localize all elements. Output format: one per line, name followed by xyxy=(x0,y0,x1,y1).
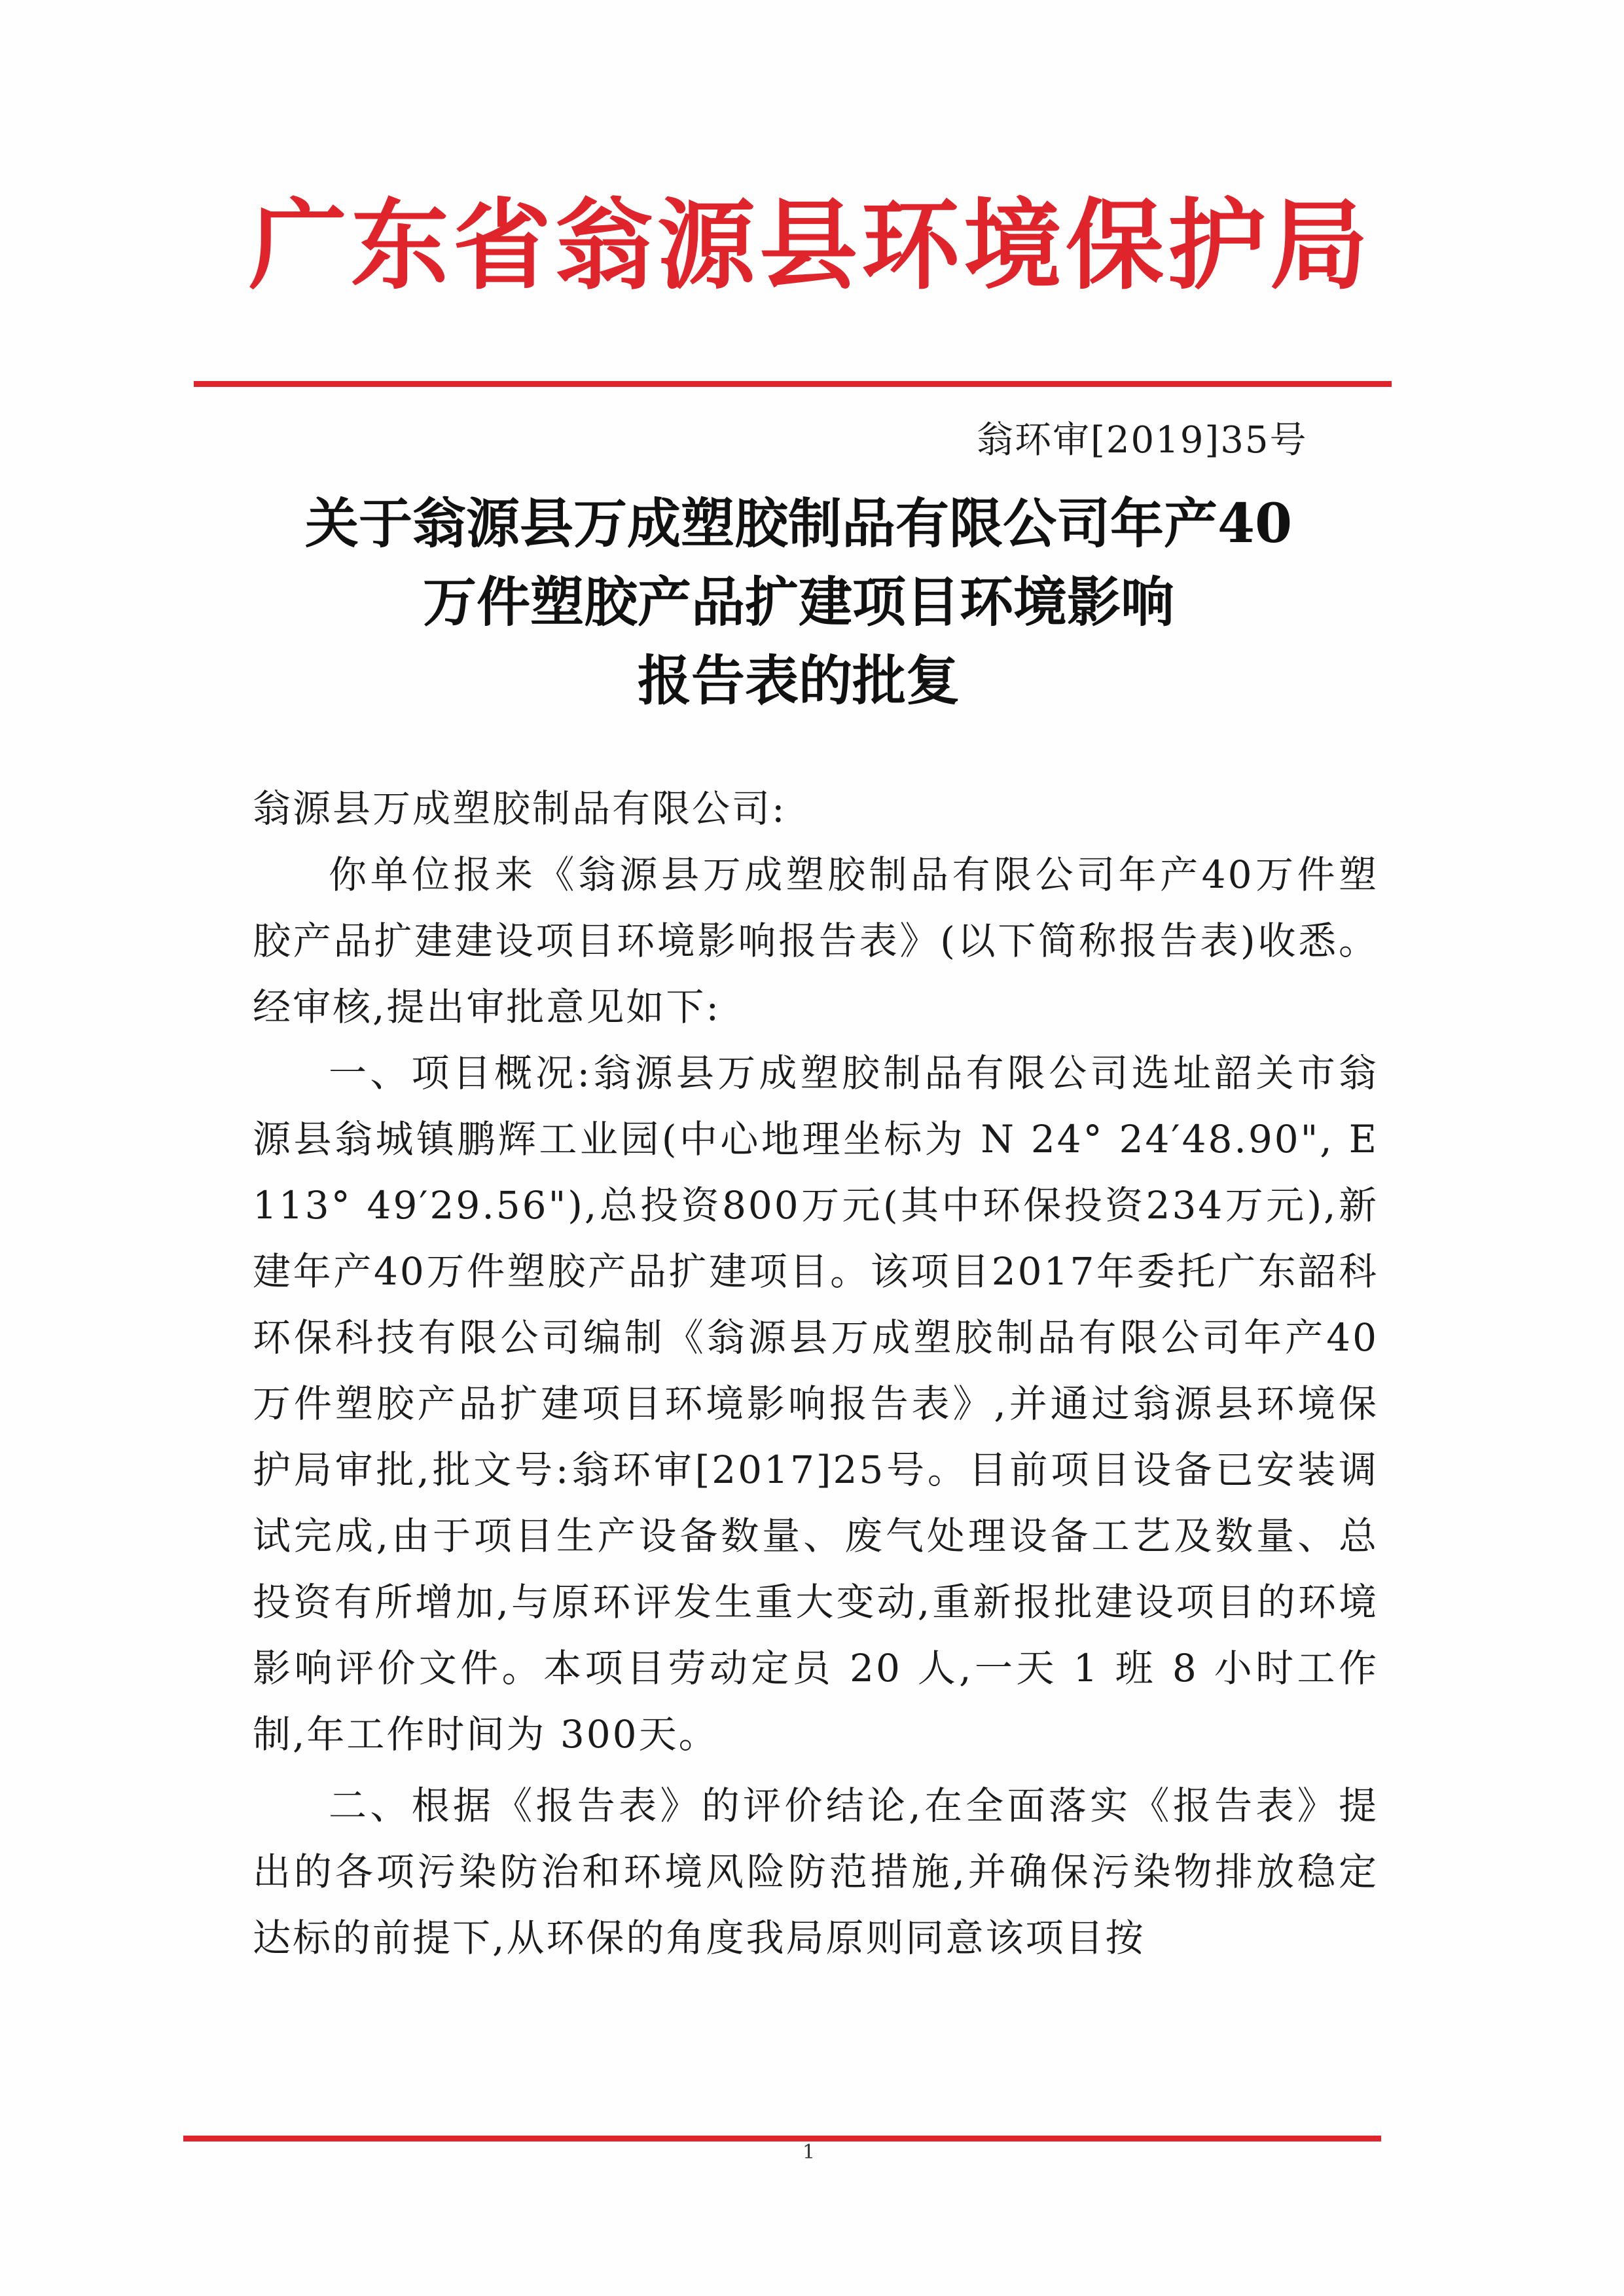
intro-paragraph: 你单位报来《翁源县万成塑胶制品有限公司年产40万件塑胶产品扩建建设项目环境影响报告表》(以下简称报告表)收悉。经审核,提出审批意见如下: xyxy=(253,852,1379,1029)
salutation: 翁源县万成塑胶制品有限公司: xyxy=(253,786,787,831)
document-body xyxy=(253,776,1379,1971)
header-red-divider xyxy=(194,381,1392,387)
title-line-2: 万件塑胶产品扩建项目环境影响 xyxy=(422,571,1174,634)
project-overview-paragraph: 一、项目概况:翁源县万成塑胶制品有限公司选址韶关市翁源县翁城镇鹏辉工业园(中心地理坐标为 N 24° 24′48.90", E 113° 49′29.56"),总投资800万元(其中环保投资234万元),新建年产40万件塑胶产品扩建项目。该项目2017年委托广东韶科环保科技有限公司编制《翁源县万成塑胶制品有限公司年产40万件塑胶产品扩建项目环境影响报告表》,并通过翁源县环境保护局审批,批文号:翁环审[2017]25号。目前项目设备已安装调试完成,由于项目生产设备数量、废气处理设备工艺及数量、总投资有所增加,与原环评发生重大变动,重新报批建设项目的环境影响评价文件。本项目劳动定员 20 人,一天 1 班 8 小时工作制,年工作时间为 300天。 xyxy=(253,1051,1379,1757)
title-line-3: 报告表的批复 xyxy=(637,649,960,712)
document-number: 翁环审[2019]35号 xyxy=(977,419,1308,462)
document-title xyxy=(183,484,1414,720)
footer-red-divider xyxy=(183,2136,1381,2141)
title-line-1: 关于翁源县万成塑胶制品有限公司年产40 xyxy=(304,492,1293,555)
approval-opinion-paragraph: 二、根据《报告表》的评价结论,在全面落实《报告表》提出的各项污染防治和环境风险防范措施,并确保污染物排放稳定达标的前提下,从环保的角度我局原则同意该项目按 xyxy=(253,1783,1379,1960)
issuing-organization-header: 广东省翁源县环境保护局 xyxy=(249,188,1373,303)
page-number: 1 xyxy=(803,2141,816,2164)
